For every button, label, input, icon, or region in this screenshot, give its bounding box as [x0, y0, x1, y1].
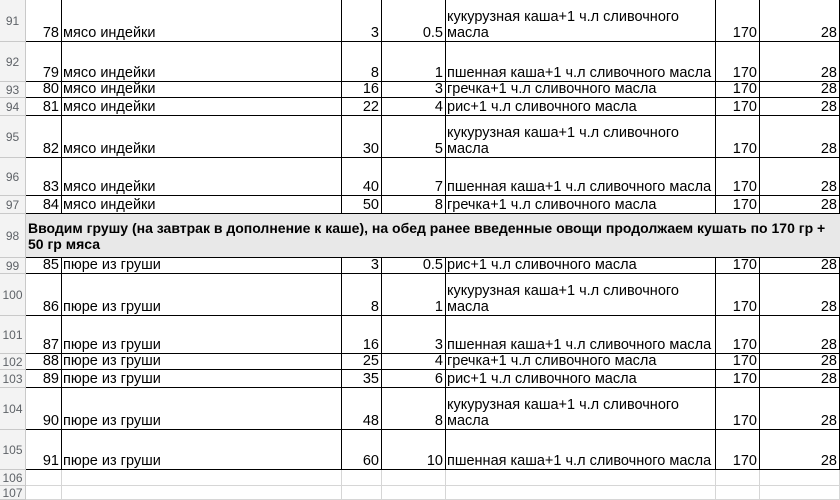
row-header[interactable] [0, 98, 26, 116]
cell-grams[interactable]: 48 [342, 388, 382, 430]
empty-row [26, 470, 840, 486]
cell-portion[interactable]: 170 [716, 82, 760, 98]
empty-cell[interactable] [716, 486, 760, 500]
cell-grams[interactable]: 50 [342, 196, 382, 214]
cell-id[interactable]: 80 [26, 82, 62, 98]
row-number: 102 [2, 354, 23, 369]
cell-teaspoons[interactable]: 1 [382, 42, 446, 82]
row-number: 93 [5, 82, 20, 97]
cell-id[interactable]: 84 [26, 196, 62, 214]
table-row [26, 316, 840, 354]
cell-meal[interactable] [446, 0, 716, 42]
cell-id[interactable]: 87 [26, 316, 62, 354]
cell-meat[interactable]: 28 [760, 430, 840, 470]
cell-meal[interactable]: рис+1 ч.л сливочного масла [446, 258, 716, 274]
row-header[interactable] [0, 354, 26, 370]
cell-grams[interactable]: 3 [342, 258, 382, 274]
cell-meal[interactable]: рис+1 ч.л сливочного масла [446, 98, 716, 116]
cell-id[interactable]: 81 [26, 98, 62, 116]
cell-grams[interactable]: 8 [342, 274, 382, 316]
cell-meal[interactable]: гречка+1 ч.л сливочного масла [446, 196, 716, 214]
row-number: 92 [5, 54, 20, 69]
empty-cell[interactable] [382, 486, 446, 500]
cell-food[interactable]: мясо индейки [62, 116, 342, 158]
row-number: 96 [5, 169, 20, 184]
cell-meat[interactable]: 28 [760, 196, 840, 214]
cell-portion[interactable]: 170 [716, 388, 760, 430]
empty-cell[interactable] [26, 486, 62, 500]
cell-portion[interactable]: 170 [716, 98, 760, 116]
cell-id[interactable]: 90 [26, 388, 62, 430]
cell-meal[interactable]: гречка+1 ч.л сливочного масла [446, 354, 716, 370]
cell-id[interactable]: 78 [26, 0, 62, 42]
cell-grams[interactable]: 3 [342, 0, 382, 42]
cell-meal[interactable]: пшенная каша+1 ч.л сливочного масла [446, 158, 716, 196]
row-header[interactable] [0, 274, 26, 316]
cell-portion[interactable]: 170 [716, 316, 760, 354]
cell-meat[interactable]: 28 [760, 98, 840, 116]
cell-meat[interactable]: 28 [760, 316, 840, 354]
cell-portion[interactable]: 170 [716, 196, 760, 214]
cell-meal[interactable]: пшенная каша+1 ч.л сливочного масла [446, 316, 716, 354]
cell-id[interactable]: 89 [26, 370, 62, 388]
cell-food[interactable]: мясо индейки [62, 0, 342, 42]
cell-food[interactable]: пюре из груши [62, 258, 342, 274]
row-header[interactable] [0, 42, 26, 82]
cell-id[interactable]: 82 [26, 116, 62, 158]
row-number: 106 [2, 470, 23, 485]
empty-cell[interactable] [26, 470, 62, 486]
row-number: 95 [5, 129, 20, 144]
table-row [26, 354, 840, 370]
table-row [26, 196, 840, 214]
empty-cell[interactable] [446, 470, 716, 486]
cell-food[interactable]: пюре из груши [62, 274, 342, 316]
row-header[interactable] [0, 82, 26, 98]
cell-grams[interactable]: 16 [342, 316, 382, 354]
empty-cell[interactable] [760, 486, 840, 500]
cell-meat[interactable]: 28 [760, 42, 840, 82]
cell-teaspoons[interactable]: 0.5 [382, 0, 446, 42]
cell-meat[interactable]: 28 [760, 158, 840, 196]
cell-meat[interactable]: 28 [760, 370, 840, 388]
row-number: 104 [2, 401, 23, 416]
table-row [26, 42, 840, 82]
cell-food[interactable]: мясо индейки [62, 42, 342, 82]
cell-teaspoons[interactable]: 3 [382, 316, 446, 354]
cell-portion[interactable]: 170 [716, 258, 760, 274]
empty-cell[interactable] [342, 486, 382, 500]
cell-meal-text: кукурузная каша+1 ч.л сливочного масла [447, 125, 679, 157]
cell-portion[interactable]: 170 [716, 354, 760, 370]
table-row [26, 388, 840, 430]
table-row [26, 258, 840, 274]
row-header[interactable] [0, 316, 26, 354]
row-number: 105 [2, 442, 23, 457]
cell-grams[interactable]: 8 [342, 42, 382, 82]
empty-cell[interactable] [62, 486, 342, 500]
cell-meal[interactable] [446, 274, 716, 316]
row-number: 103 [2, 371, 23, 386]
cell-meat[interactable]: 28 [760, 258, 840, 274]
cell-teaspoons[interactable]: 10 [382, 430, 446, 470]
empty-cell[interactable] [716, 470, 760, 486]
empty-cell[interactable] [62, 470, 342, 486]
cell-meal[interactable]: гречка+1 ч.л сливочного масла [446, 82, 716, 98]
cell-meat[interactable]: 28 [760, 354, 840, 370]
table-row [26, 158, 840, 196]
cell-meal[interactable]: рис+1 ч.л сливочного масла [446, 370, 716, 388]
row-header[interactable] [0, 430, 26, 470]
cell-meal-text: кукурузная каша+1 ч.л сливочного масла [447, 283, 679, 315]
cell-meal[interactable]: пшенная каша+1 ч.л сливочного масла [446, 430, 716, 470]
cell-id[interactable]: 91 [26, 430, 62, 470]
row-header[interactable] [0, 0, 26, 42]
empty-cell[interactable] [446, 486, 716, 500]
cell-portion[interactable]: 170 [716, 274, 760, 316]
empty-cell[interactable] [760, 470, 840, 486]
cell-grams[interactable]: 40 [342, 158, 382, 196]
cell-id[interactable]: 79 [26, 42, 62, 82]
cell-food[interactable]: пюре из груши [62, 388, 342, 430]
row-number: 107 [2, 485, 23, 500]
row-header[interactable] [0, 196, 26, 214]
cell-grams[interactable]: 35 [342, 370, 382, 388]
cell-teaspoons[interactable]: 1 [382, 274, 446, 316]
cell-meat[interactable]: 28 [760, 0, 840, 42]
table-row [26, 0, 840, 42]
cell-portion[interactable]: 170 [716, 116, 760, 158]
cell-grams[interactable]: 60 [342, 430, 382, 470]
cell-teaspoons[interactable]: 7 [382, 158, 446, 196]
cell-portion[interactable]: 170 [716, 0, 760, 42]
row-number: 101 [2, 327, 23, 342]
table-row [26, 82, 840, 98]
cell-food[interactable]: пюре из груши [62, 354, 342, 370]
cell-id[interactable]: 83 [26, 158, 62, 196]
row-header[interactable] [0, 486, 26, 500]
cell-meat[interactable]: 28 [760, 274, 840, 316]
row-number: 98 [5, 228, 20, 243]
cell-grams[interactable]: 30 [342, 116, 382, 158]
section-header-cell[interactable]: Вводим грушу (на завтрак в дополнение к каше), на обед ранее введенные овощи продолжаем кушать по 170 гр + 50 гр мяса [26, 214, 840, 258]
cell-meat[interactable]: 28 [760, 116, 840, 158]
cell-food[interactable]: мясо индейки [62, 98, 342, 116]
cell-teaspoons[interactable]: 3 [382, 82, 446, 98]
cell-portion[interactable]: 170 [716, 370, 760, 388]
table-row [26, 274, 840, 316]
cell-grams[interactable]: 22 [342, 98, 382, 116]
cell-teaspoons[interactable]: 6 [382, 370, 446, 388]
table-row [26, 116, 840, 158]
cell-meal-text: кукурузная каша+1 ч.л сливочного масла [447, 9, 679, 41]
cell-teaspoons[interactable]: 4 [382, 354, 446, 370]
row-header[interactable] [0, 116, 26, 158]
cell-meal[interactable]: пшенная каша+1 ч.л сливочного масла [446, 42, 716, 82]
row-header[interactable] [0, 470, 26, 486]
cell-id[interactable]: 86 [26, 274, 62, 316]
cell-id[interactable]: 88 [26, 354, 62, 370]
empty-row [26, 486, 840, 500]
cell-portion[interactable]: 170 [716, 430, 760, 470]
row-number: 99 [5, 258, 20, 273]
row-number: 100 [2, 287, 23, 302]
section-header-row [26, 214, 840, 258]
cell-teaspoons[interactable]: 8 [382, 196, 446, 214]
table-row [26, 430, 840, 470]
cell-teaspoons[interactable]: 5 [382, 116, 446, 158]
row-header[interactable] [0, 158, 26, 196]
table-row [26, 370, 840, 388]
row-number: 97 [5, 197, 20, 212]
cell-teaspoons[interactable]: 0.5 [382, 258, 446, 274]
cell-meal[interactable] [446, 116, 716, 158]
row-header[interactable] [0, 370, 26, 388]
cell-food[interactable]: пюре из груши [62, 430, 342, 470]
row-number: 91 [5, 13, 20, 28]
cell-food[interactable]: пюре из груши [62, 316, 342, 354]
cell-meat[interactable]: 28 [760, 82, 840, 98]
cell-portion[interactable]: 170 [716, 158, 760, 196]
cell-food[interactable]: мясо индейки [62, 82, 342, 98]
cell-meal[interactable] [446, 388, 716, 430]
cell-grams[interactable]: 25 [342, 354, 382, 370]
cell-food[interactable]: мясо индейки [62, 158, 342, 196]
cell-grams[interactable]: 16 [342, 82, 382, 98]
row-header[interactable] [0, 214, 26, 258]
row-header[interactable] [0, 388, 26, 430]
cell-food[interactable]: мясо индейки [62, 196, 342, 214]
cell-meal-text: кукурузная каша+1 ч.л сливочного масла [447, 397, 679, 429]
empty-cell[interactable] [342, 470, 382, 486]
row-header[interactable] [0, 258, 26, 274]
cell-food[interactable]: пюре из груши [62, 370, 342, 388]
cell-id[interactable]: 85 [26, 258, 62, 274]
cell-meat[interactable]: 28 [760, 388, 840, 430]
empty-cell[interactable] [382, 470, 446, 486]
cell-portion[interactable]: 170 [716, 42, 760, 82]
row-number: 94 [5, 99, 20, 114]
cell-teaspoons[interactable]: 4 [382, 98, 446, 116]
cell-teaspoons[interactable]: 8 [382, 388, 446, 430]
table-row [26, 98, 840, 116]
